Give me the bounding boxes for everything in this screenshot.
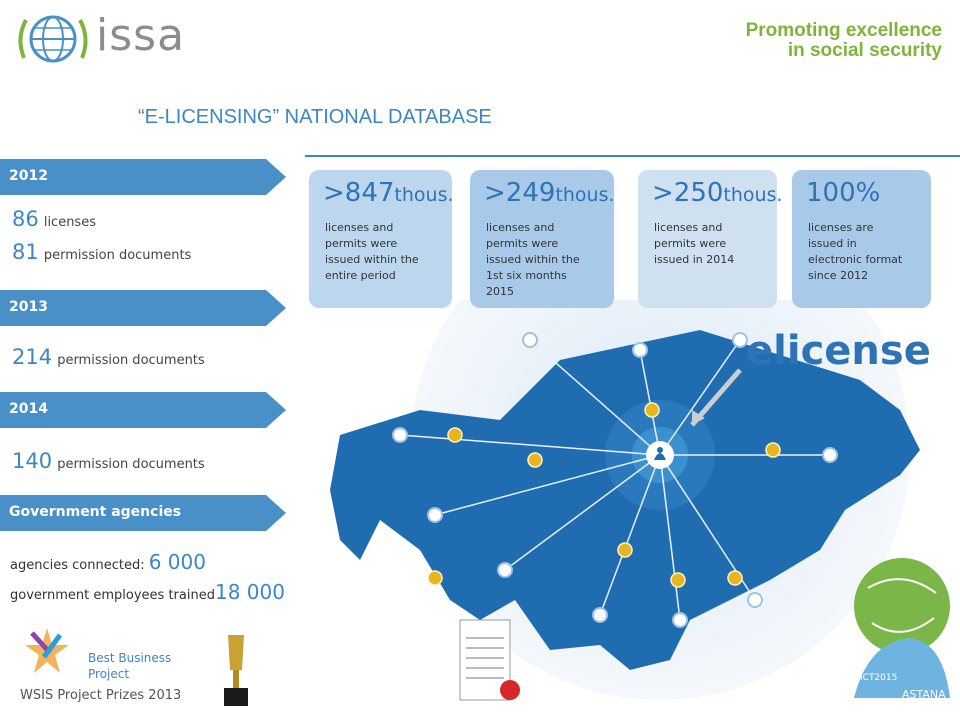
stat-description: licenses and permits were issued in 2014: [654, 221, 735, 266]
elicense-e: e: [746, 328, 774, 374]
stat-number: 140: [12, 449, 53, 473]
stat-value: >847: [323, 178, 395, 208]
issa-logo-text: issa: [96, 10, 186, 61]
stat-box-2014: [638, 170, 783, 308]
stat-value: 100%: [806, 178, 881, 208]
stat-unit: thous.: [723, 184, 783, 206]
elicense-word: license: [773, 328, 931, 374]
stat-box-electronic: [792, 170, 931, 308]
stat-value: >250: [652, 178, 724, 208]
award-caption: [88, 650, 198, 682]
ribbon-2013: [0, 290, 286, 326]
stat-label: agencies connected:: [10, 558, 145, 573]
ribbon-2012: [0, 159, 286, 195]
astana-label: ASTANA: [902, 688, 946, 701]
stat-agencies-connected: [10, 550, 206, 574]
stat-label: licenses: [43, 215, 96, 230]
stat-number: 6 000: [148, 550, 206, 574]
title-divider: [305, 155, 960, 157]
stat-employees-trained: [10, 580, 285, 604]
award-line2: Project: [88, 667, 130, 681]
ict2015-astana-logo: [848, 548, 956, 708]
ribbon-label: 2012: [9, 168, 48, 184]
ribbon-label: 2013: [9, 299, 48, 315]
ribbon-label: 2014: [9, 401, 48, 417]
ribbon-2014: [0, 392, 286, 428]
issa-globe-logo-icon: [14, 8, 92, 70]
stat-unit: thous.: [555, 184, 615, 206]
stat-box-total: [309, 170, 452, 308]
stat-2012-permits: [12, 240, 191, 264]
elicense-logo: [746, 328, 931, 374]
stat-label: permission documents: [57, 457, 205, 472]
stat-label: permission documents: [43, 248, 192, 263]
stat-2012-licenses: [12, 207, 96, 231]
stat-description: licenses and permits were issued within the entire period: [325, 221, 419, 282]
stat-unit: thous.: [394, 184, 454, 206]
stat-number: 18 000: [214, 580, 285, 604]
stat-box-2015: [470, 170, 614, 308]
stat-number: 214: [12, 345, 53, 369]
stat-description: licenses and permits were issued within the 1st six months 2015: [486, 221, 580, 298]
stat-2014-permits: [12, 449, 205, 473]
tagline-line2: in social security: [787, 40, 942, 61]
stat-number: 86: [12, 207, 39, 231]
trophy-icon: [216, 630, 256, 710]
stat-number: 81: [12, 240, 39, 264]
stat-description: licenses are issued in electronic format since 2012: [808, 221, 903, 282]
license-document-icon: [458, 618, 522, 708]
stat-2013-permits: [12, 345, 205, 369]
stat-label: permission documents: [57, 353, 205, 368]
ict-label: ICT2015: [860, 673, 898, 683]
award-line1: Best Business: [88, 651, 172, 665]
wsis-prize-label: WSIS Project Prizes 2013: [20, 688, 182, 703]
stat-value: >249: [484, 178, 556, 208]
wsis-star-logo-icon: [22, 623, 72, 678]
tagline-line1: Promoting excellence: [745, 20, 942, 41]
stat-label: government employees trained: [10, 588, 215, 603]
ribbon-label: Government agencies: [9, 504, 182, 520]
page-title: “E-LICENSING” NATIONAL DATABASE: [138, 106, 492, 128]
ribbon-government-agencies: [0, 495, 286, 531]
